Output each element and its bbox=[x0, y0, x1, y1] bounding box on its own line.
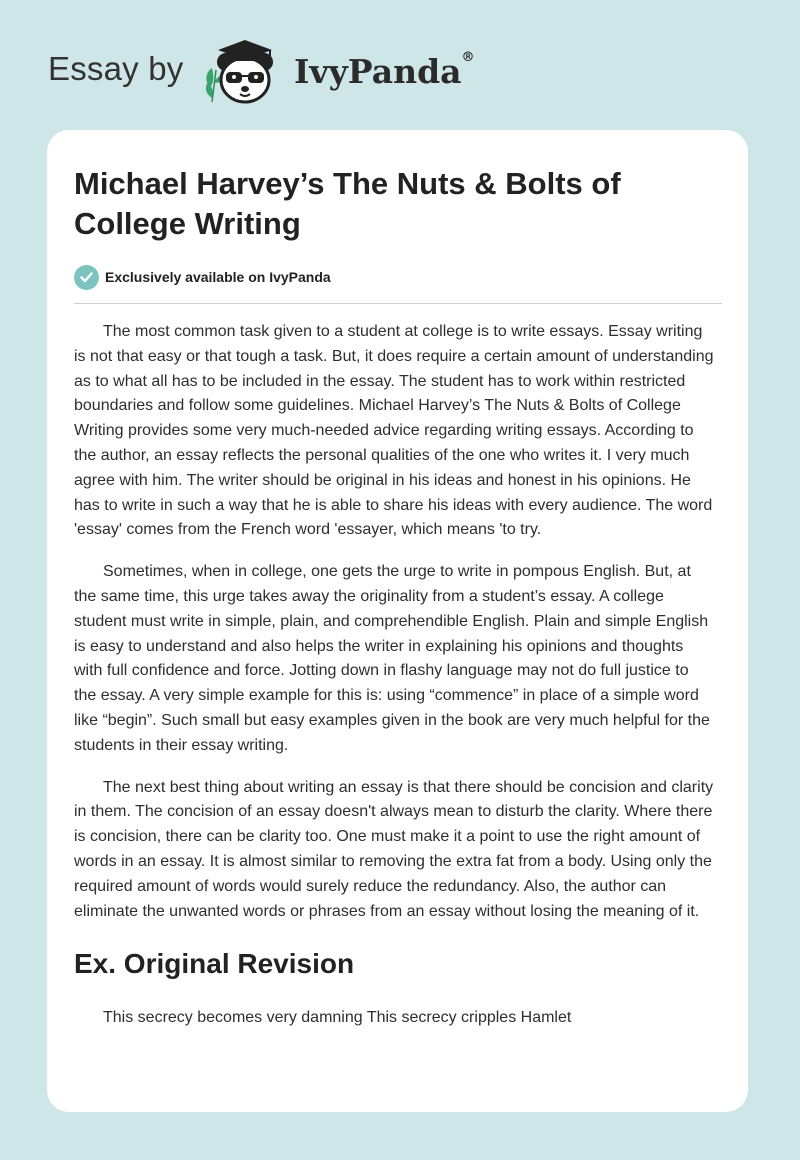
section-heading: Ex. Original Revision bbox=[74, 948, 355, 980]
divider bbox=[74, 303, 722, 304]
site-header bbox=[0, 0, 800, 128]
essay-title: Michael Harvey’s The Nuts & Bolts of College Writing bbox=[74, 166, 621, 241]
brand-name[interactable] bbox=[294, 52, 475, 91]
paragraph-2: Sometimes, when in college, one gets the urge to write in pompous English. But, at the same time, this urge takes away the originality from a student’s essay. A college student must write in simple, plain, and comprehendible English. Plain and simple English is easy to understand and also helps the writer in explaining his opinions and thoughts with full confidence and force. Jotting down in flashy language may not do full justice to the essay. A very simple example for this is: using “commence” in place of a simple word like “begin”. Such small but easy examples given in the book are very much helpful for the students in their essay writing. bbox=[74, 563, 710, 754]
registered-mark: ® bbox=[461, 50, 475, 65]
essay-body bbox=[74, 320, 714, 1031]
brand-text: IvyPanda bbox=[294, 52, 462, 91]
essay-card bbox=[47, 130, 748, 1112]
revision-example: This secrecy becomes very damning This secrecy cripples Hamlet bbox=[103, 1009, 572, 1027]
paragraph-3: The next best thing about writing an essay is that there should be concision and clarity in them. The concision of an essay doesn't always mean to disturb the clarity. Where there is concision, there can be clarity too. One must make it a point to use the right amount of words in an essay. It is almost similar to removing the extra fat from a body. Using only the required amount of words would surely reduce the redundancy. Also, the author can eliminate the unwanted words or phrases from an essay without losing the meaning of it. bbox=[74, 778, 714, 920]
exclusive-badge bbox=[74, 264, 331, 290]
panda-logo-icon[interactable] bbox=[200, 36, 290, 108]
check-icon bbox=[74, 265, 99, 290]
paragraph-1: The most common task given to a student at college is to write essays. Essay writing is not that easy or that tough a task. But, it does require a certain amount of understanding as to what all has to be included in the essay. The student has to work within restricted boundaries and follow some guidelines. Michael Harvey’s The Nuts & Bolts of College Writing provides some very much-needed advice regarding writing essays. According to the author, an essay reflects the personal qualities of the one who writes it. I very much agree with him. The writer should be original in his ideas and honest in his opinions. He has to write in such a way that he is able to share his ideas with every audience. The word 'essay' comes from the French word 'essayer, which means 'to try. bbox=[74, 323, 714, 539]
exclusive-label: Exclusively available on IvyPanda bbox=[105, 269, 331, 285]
essay-by-label: Essay by bbox=[48, 50, 184, 87]
